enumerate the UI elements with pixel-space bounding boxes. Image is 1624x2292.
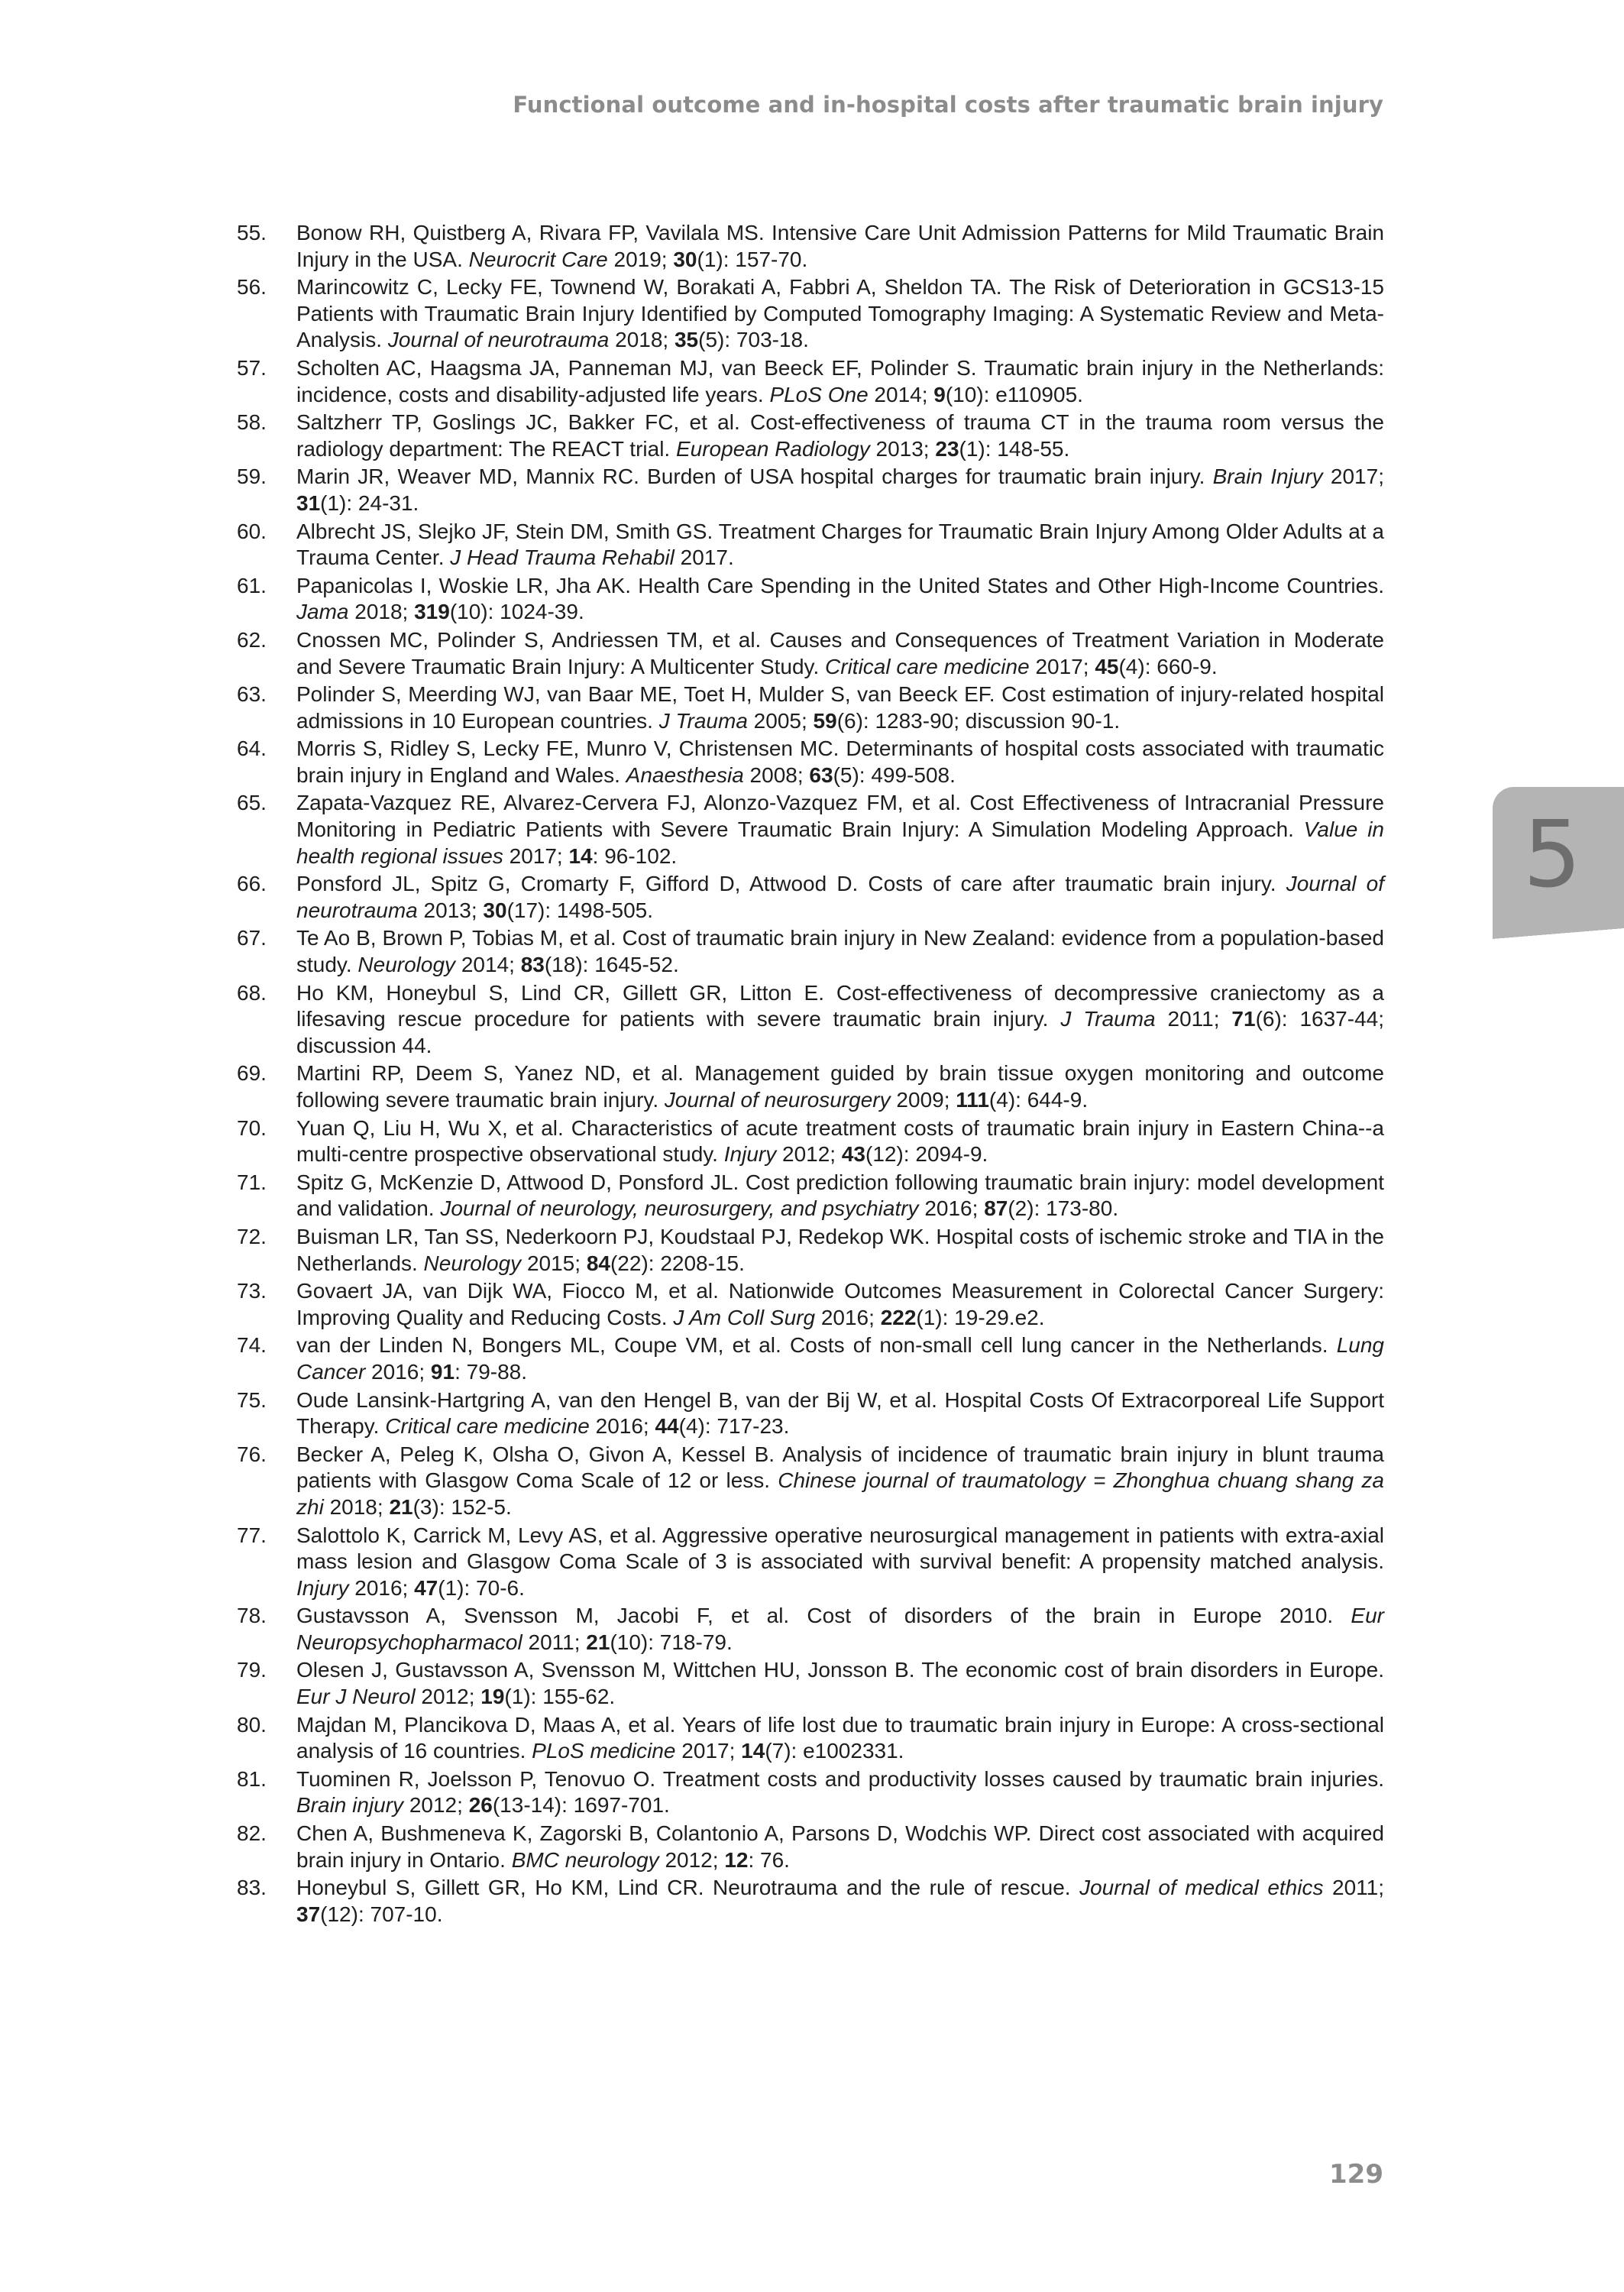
reference-item [237, 1603, 1384, 1656]
reference-item [237, 1766, 1384, 1819]
reference-item [237, 871, 1384, 924]
reference-segment: Chen A, Bushmeneva K, Zagorski B, Colantonio A, Parsons D, Wodchis WP. Direct cost associated with acquired brain injury in Ontario. [296, 1821, 1384, 1872]
reference-segment: Cnossen MC, Polinder S, Andriessen TM, et al. Causes and Consequences of Treatment Variation in Moderate and Severe Traumatic Brain Injury: A Multicenter Study. [296, 627, 1384, 678]
journal-name: Eur Neuropsychopharmacol [296, 1604, 1384, 1654]
reference-text [296, 573, 1384, 626]
reference-number: 77. [237, 1523, 267, 1547]
reference-segment: Gustavsson A, Svensson M, Jacobi F, et al. Cost of disorders of the brain in Europe 2010. [296, 1604, 1351, 1628]
reference-number: 73. [237, 1279, 267, 1303]
reference-item [237, 1170, 1384, 1222]
reference-item [237, 1332, 1384, 1385]
reference-item [237, 627, 1384, 680]
journal-name: J Trauma [658, 708, 748, 733]
journal-name: PLoS medicine [532, 1739, 676, 1763]
page-number: 129 [1329, 2159, 1383, 2190]
reference-segment: Tuominen R, Joelsson P, Tenovuo O. Treatment costs and productivity losses caused by traumatic brain injuries. [296, 1766, 1384, 1791]
volume-number: 111 [956, 1088, 989, 1112]
reference-number: 82. [237, 1821, 267, 1846]
reference-text [296, 681, 1384, 734]
reference-segment: : 76. [748, 1847, 790, 1872]
reference-text [296, 410, 1384, 462]
reference-item [237, 925, 1384, 978]
reference-segment: 2017; [675, 1739, 742, 1763]
volume-number: 21 [586, 1630, 610, 1654]
reference-number: 63. [237, 682, 267, 707]
reference-segment: 2016; [918, 1196, 985, 1221]
reference-number: 60. [237, 519, 267, 543]
reference-number: 57. [237, 355, 267, 380]
reference-segment: van der Linden N, Bongers ML, Coupe VM, et al. Costs of non-small cell lung cancer in the Netherlands. [296, 1333, 1337, 1358]
reference-segment: (4): 644-9. [988, 1088, 1089, 1112]
reference-segment: Marincowitz C, Lecky FE, Townend W, Borakati A, Fabbri A, Sheldon TA. The Risk of Deterioration in GCS13-15 Patients with Traumatic Brain Injury Identified by Computed Tomography Imaging: A Systematic Review and Meta-Analysis. [296, 275, 1384, 352]
volume-number: 30 [673, 247, 697, 271]
volume-number: 59 [813, 708, 837, 733]
reference-text [296, 355, 1384, 408]
reference-item [237, 1060, 1384, 1113]
volume-number: 319 [414, 600, 450, 624]
volume-number: 91 [430, 1359, 455, 1384]
volume-number: 83 [520, 953, 545, 977]
journal-name: European Radiology [675, 436, 870, 461]
reference-number: 56. [237, 275, 267, 299]
reference-number: 83. [237, 1876, 267, 1900]
volume-number: 44 [655, 1414, 679, 1439]
reference-segment: (13-14): 1697-701. [492, 1793, 670, 1818]
reference-text [296, 790, 1384, 869]
reference-text [296, 1170, 1384, 1222]
reference-text [296, 1657, 1384, 1710]
reference-segment: (1): 155-62. [504, 1685, 616, 1709]
reference-item [237, 1875, 1384, 1928]
reference-number: 64. [237, 736, 267, 761]
chapter-tab [1493, 787, 1624, 928]
reference-segment: (6): 1283-90; discussion 90-1. [836, 708, 1121, 733]
reference-segment: (7): e1002331. [765, 1739, 904, 1763]
volume-number: 63 [809, 762, 833, 787]
volume-number: 35 [674, 328, 699, 352]
reference-segment: (1): 70-6. [438, 1575, 525, 1600]
journal-name: Anaesthesia [626, 762, 744, 787]
reference-segment: 2018; [323, 1494, 390, 1519]
journal-name: J Trauma [1060, 1007, 1156, 1031]
reference-segment: Ponsford JL, Spitz G, Cromarty F, Gifford D, Attwood D. Costs of care after traumatic brain injury. [296, 872, 1286, 896]
reference-segment: 2018; [348, 600, 415, 624]
reference-segment: 2011; [1323, 1876, 1384, 1900]
reference-number: 62. [237, 627, 267, 652]
reference-segment: Marin JR, Weaver MD, Mannix RC. Burden of USA hospital charges for traumatic brain injury. [296, 465, 1213, 489]
reference-text [296, 627, 1384, 680]
reference-segment: Becker A, Peleg K, Olsha O, Givon A, Kessel B. Analysis of incidence of traumatic brain injury in blunt trauma patients with Glasgow Coma Scale of 12 or less. [296, 1442, 1384, 1493]
reference-segment: 2005; [747, 708, 814, 733]
reference-item [237, 1278, 1384, 1331]
reference-segment: Honeybul S, Gillett GR, Ho KM, Lind CR. Neurotrauma and the rule of rescue. [296, 1876, 1080, 1900]
reference-item [237, 355, 1384, 408]
reference-number: 81. [237, 1766, 267, 1791]
reference-number: 67. [237, 926, 267, 950]
journal-name: Brain injury [296, 1793, 404, 1818]
reference-segment: Papanicolas I, Woskie LR, Jha AK. Health Care Spending in the United States and Other High-Income Countries. [296, 573, 1384, 597]
reference-text [296, 1523, 1384, 1602]
reference-item [237, 1821, 1384, 1873]
reference-text [296, 1387, 1384, 1440]
journal-name: Brain Injury [1212, 465, 1323, 489]
reference-segment: (3): 152-5. [412, 1494, 512, 1519]
reference-segment: 2014; [455, 953, 521, 977]
reference-segment: Govaert JA, van Dijk WA, Fiocco M, et al. Nationwide Outcomes Measurement in Colorectal Cancer Surgery: Improving Quality and Reducing Costs. [296, 1279, 1384, 1329]
reference-text [296, 925, 1384, 978]
reference-segment: 2009; [890, 1088, 956, 1112]
reference-segment: Martini RP, Deem S, Yanez ND, et al. Management guided by brain tissue oxygen monitoring and outcome following severe traumatic brain injury. [296, 1061, 1384, 1112]
reference-item [237, 1657, 1384, 1710]
reference-number: 71. [237, 1170, 267, 1194]
reference-number: 69. [237, 1061, 267, 1086]
reference-segment: 2012; [776, 1142, 842, 1167]
journal-name: Injury [723, 1142, 777, 1167]
reference-segment: (17): 1498-505. [506, 898, 654, 922]
reference-item [237, 1387, 1384, 1440]
journal-name: Journal of neurology, neurosurgery, and psychiatry [440, 1196, 919, 1221]
reference-item [237, 220, 1384, 273]
reference-text [296, 1766, 1384, 1819]
reference-text [296, 464, 1384, 516]
reference-text [296, 1712, 1384, 1765]
volume-number: 222 [880, 1305, 917, 1329]
volume-number: 14 [568, 843, 593, 868]
journal-name: Eur J Neurol [296, 1685, 416, 1709]
volume-number: 26 [468, 1793, 493, 1818]
reference-item [237, 790, 1384, 869]
reference-segment: (5): 499-508. [833, 762, 956, 787]
reference-number: 75. [237, 1387, 267, 1412]
reference-item [237, 519, 1384, 571]
volume-number: 9 [933, 382, 946, 406]
reference-number: 68. [237, 980, 267, 1005]
volume-number: 14 [741, 1739, 765, 1763]
reference-segment: : 96-102. [592, 843, 678, 868]
reference-segment: 2019; [607, 247, 674, 271]
reference-text [296, 220, 1384, 273]
reference-segment: (4): 660-9. [1118, 654, 1218, 678]
reference-number: 79. [237, 1658, 267, 1682]
reference-text [296, 1442, 1384, 1521]
reference-number: 66. [237, 872, 267, 896]
reference-segment: 2017; [1322, 465, 1384, 489]
journal-name: Critical care medicine [825, 654, 1030, 678]
reference-number: 72. [237, 1224, 267, 1248]
volume-number: 23 [935, 436, 959, 461]
reference-segment: 2017. [674, 545, 734, 570]
volume-number: 45 [1095, 654, 1119, 678]
reference-segment: (18): 1645-52. [544, 953, 679, 977]
reference-segment: 2008; [743, 762, 810, 787]
reference-item [237, 1224, 1384, 1277]
reference-number: 76. [237, 1442, 267, 1466]
reference-number: 70. [237, 1115, 267, 1140]
reference-segment: Scholten AC, Haagsma JA, Panneman MJ, van Beeck EF, Polinder S. Traumatic brain injury in the Netherlands: incidence, costs and disability-adjusted life years. [296, 355, 1384, 406]
journal-name: Lung Cancer [296, 1333, 1384, 1384]
reference-segment: 2012; [415, 1685, 481, 1709]
volume-number: 21 [389, 1494, 413, 1519]
reference-segment: 2011; [522, 1630, 587, 1654]
reference-segment: 2017; [503, 843, 569, 868]
reference-segment: Buisman LR, Tan SS, Nederkoorn PJ, Koudstaal PJ, Redekop WK. Hospital costs of ischemic stroke and TIA in the Netherlands. [296, 1224, 1384, 1275]
journal-name: J Head Trauma Rehabil [450, 545, 675, 570]
reference-segment: 2016; [589, 1414, 655, 1439]
reference-text [296, 1332, 1384, 1385]
reference-segment: Olesen J, Gustavsson A, Svensson M, Wittchen HU, Jonsson B. The economic cost of brain disorders in Europe. [296, 1658, 1384, 1682]
volume-number: 84 [586, 1251, 610, 1275]
reference-item [237, 681, 1384, 734]
reference-number: 58. [237, 410, 267, 435]
volume-number: 30 [483, 898, 507, 922]
volume-number: 19 [480, 1685, 505, 1709]
reference-segment: 2013; [869, 436, 936, 461]
reference-segment: Ho KM, Honeybul S, Lind CR, Gillett GR, Litton E. Cost-effectiveness of decompressive craniectomy as a lifesaving rescue procedure for patients with severe traumatic brain injury. [296, 980, 1384, 1031]
journal-name: Journal of neurosurgery [664, 1088, 891, 1112]
reference-segment: (10): 718-79. [610, 1630, 733, 1654]
reference-segment: Morris S, Ridley S, Lecky FE, Munro V, Christensen MC. Determinants of hospital costs associated with traumatic brain injury in England and Wales. [296, 736, 1384, 787]
volume-number: 37 [296, 1902, 321, 1926]
reference-segment: Te Ao B, Brown P, Tobias M, et al. Cost of traumatic brain injury in New Zealand: evidence from a population-based study. [296, 926, 1384, 977]
reference-list [237, 220, 1384, 1929]
reference-segment: (2): 173-80. [1008, 1196, 1119, 1221]
reference-item [237, 980, 1384, 1060]
reference-segment: Salottolo K, Carrick M, Levy AS, et al. Aggressive operative neurosurgical management in patients with extra-axial mass lesion and Glasgow Coma Scale of 3 is associated with survival benefit: A propensity matched analysis. [296, 1523, 1384, 1574]
reference-text [296, 1821, 1384, 1873]
volume-number: 31 [296, 490, 321, 515]
reference-segment: (10): 1024-39. [449, 600, 584, 624]
journal-name: Neurology [357, 953, 456, 977]
reference-segment: 2017; [1029, 654, 1095, 678]
reference-number: 61. [237, 573, 267, 597]
reference-segment: 2011; [1155, 1007, 1232, 1031]
reference-segment: (1): 19-29.e2. [916, 1305, 1045, 1329]
reference-item [237, 464, 1384, 516]
reference-segment: (6): 1637-44; discussion 44. [296, 1007, 1384, 1057]
volume-number: 43 [841, 1142, 866, 1167]
reference-number: 55. [237, 221, 267, 244]
reference-item [237, 736, 1384, 788]
reference-text [296, 1115, 1384, 1168]
running-header: Functional outcome and in-hospital costs after traumatic brain injury [513, 92, 1383, 118]
reference-number: 59. [237, 465, 267, 489]
reference-segment: Bonow RH, Quistberg A, Rivara FP, Vavilala MS. Intensive Care Unit Admission Patterns for Mild Traumatic Brain Injury in the USA. [296, 221, 1384, 271]
reference-segment: (12): 707-10. [320, 1902, 443, 1926]
reference-text [296, 871, 1384, 924]
reference-segment: 2013; [417, 898, 484, 922]
reference-segment: Yuan Q, Liu H, Wu X, et al. Characteristics of acute treatment costs of traumatic brain injury in Eastern China--a multi-centre prospective observational study. [296, 1115, 1384, 1167]
reference-segment: (4): 717-23. [678, 1414, 790, 1439]
reference-segment: Zapata-Vazquez RE, Alvarez-Cervera FJ, Alonzo-Vazquez FM, et al. Cost Effectiveness of Intracranial Pressure Monitoring in Pediatric Patients with Severe Traumatic Brain Injury: A Simulation Modeling Approach. [296, 791, 1384, 842]
reference-number: 65. [237, 791, 267, 815]
volume-number: 71 [1231, 1007, 1256, 1031]
reference-segment: 2012; [403, 1793, 469, 1818]
reference-item [237, 1442, 1384, 1521]
journal-name: Neurology [423, 1251, 522, 1275]
volume-number: 87 [984, 1196, 1008, 1221]
reference-segment: 2016; [815, 1305, 881, 1329]
reference-segment: Spitz G, McKenzie D, Attwood D, Ponsford JL. Cost prediction following traumatic brain injury: model development and validation. [296, 1170, 1384, 1221]
reference-item [237, 1523, 1384, 1602]
chapter-number: 5 [1522, 802, 1582, 908]
reference-segment: Polinder S, Meerding WJ, van Baar ME, Toet H, Mulder S, van Beeck EF. Cost estimation of injury-related hospital admissions in 10 European countries. [296, 682, 1384, 733]
journal-name: Journal of neurotrauma [387, 328, 610, 352]
journal-name: J Am Coll Surg [673, 1305, 816, 1329]
journal-name: Jama [296, 600, 349, 624]
reference-number: 80. [237, 1712, 267, 1737]
reference-text [296, 274, 1384, 354]
reference-segment: (1): 24-31. [320, 490, 419, 515]
reference-text [296, 1603, 1384, 1656]
reference-item [237, 1115, 1384, 1168]
reference-text [296, 980, 1384, 1060]
reference-text [296, 1278, 1384, 1331]
reference-segment: (22): 2208-15. [610, 1251, 745, 1275]
journal-name: BMC neurology [511, 1847, 659, 1872]
journal-name: Critical care medicine [385, 1414, 590, 1439]
journal-name: Value in health regional issues [296, 817, 1384, 868]
reference-segment: 2015; [521, 1251, 587, 1275]
volume-number: 47 [414, 1575, 438, 1600]
reference-segment: (1): 157-70. [697, 247, 808, 271]
reference-item [237, 1712, 1384, 1765]
reference-segment: 2018; [609, 328, 675, 352]
reference-text [296, 1060, 1384, 1113]
journal-name: Neurocrit Care [468, 247, 608, 271]
reference-item [237, 274, 1384, 354]
reference-item [237, 573, 1384, 626]
reference-segment: Majdan M, Plancikova D, Maas A, et al. Years of life lost due to traumatic brain injury in Europe: A cross-sectional analysis of 16 countries. [296, 1712, 1384, 1763]
reference-number: 78. [237, 1604, 267, 1628]
reference-segment: (10): e110905. [945, 382, 1083, 406]
reference-segment: (5): 703-18. [698, 328, 809, 352]
reference-segment: Saltzherr TP, Goslings JC, Bakker FC, et al. Cost-effectiveness of trauma CT in the trauma room versus the radiology department: The REACT trial. [296, 410, 1384, 461]
reference-segment: 2012; [658, 1847, 725, 1872]
reference-item [237, 410, 1384, 462]
reference-segment: Albrecht JS, Slejko JF, Stein DM, Smith GS. Treatment Charges for Traumatic Brain Injury Among Older Adults at a Trauma Center. [296, 519, 1384, 570]
journal-name: Journal of medical ethics [1079, 1876, 1324, 1900]
reference-segment: 2016; [365, 1359, 431, 1384]
volume-number: 12 [724, 1847, 749, 1872]
reference-text [296, 519, 1384, 571]
journal-name: Chinese journal of traumatology = Zhonghua chuang shang za zhi [296, 1468, 1384, 1519]
journal-name: Injury [296, 1575, 349, 1600]
reference-segment: 2016; [348, 1575, 415, 1600]
reference-segment: (12): 2094-9. [865, 1142, 988, 1167]
journal-name: Journal of neurotrauma [296, 872, 1384, 922]
reference-text [296, 736, 1384, 788]
reference-text [296, 1875, 1384, 1928]
reference-segment: 2014; [868, 382, 934, 406]
reference-segment: (1): 148-55. [959, 436, 1070, 461]
reference-segment: Oude Lansink-Hartgring A, van den Hengel B, van der Bij W, et al. Hospital Costs Of Extracorporeal Life Support Therapy. [296, 1387, 1384, 1439]
journal-name: PLoS One [769, 382, 869, 406]
reference-segment: : 79-88. [455, 1359, 528, 1384]
reference-number: 74. [237, 1333, 267, 1358]
reference-text [296, 1224, 1384, 1277]
